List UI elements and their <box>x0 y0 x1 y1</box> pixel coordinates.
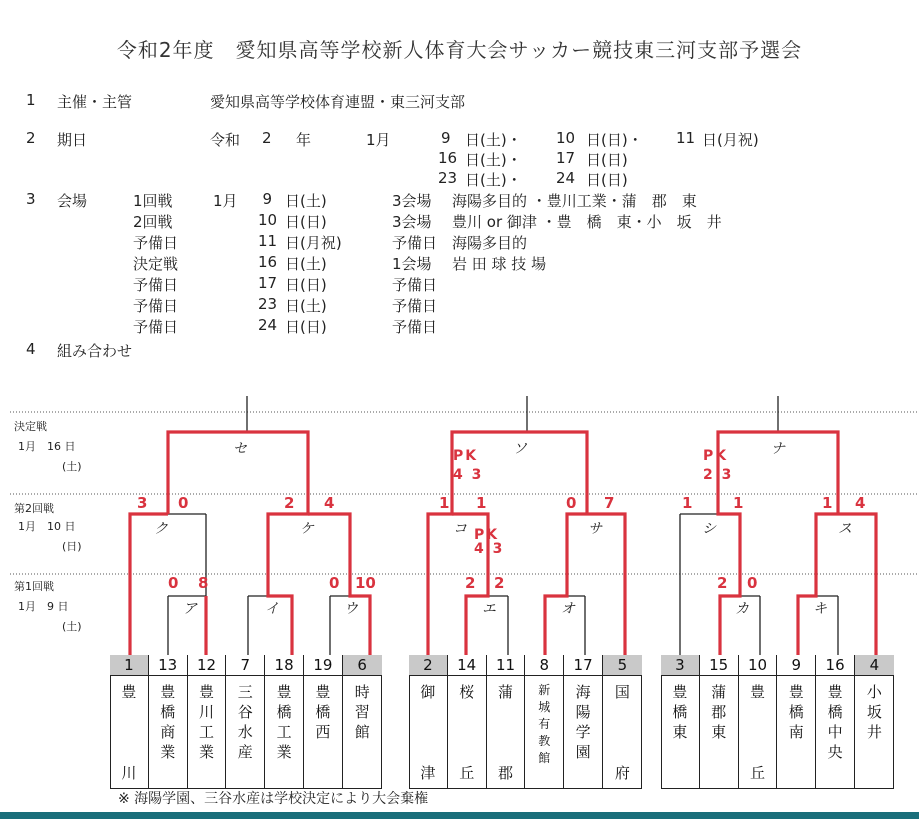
date-value: 17 <box>556 149 576 167</box>
venue-dow: 日(土) <box>285 192 327 210</box>
match-label: サ <box>588 521 602 537</box>
venue-detail: 岩 田 球 技 場 <box>452 255 547 273</box>
venue-round: 決定戦 <box>133 255 179 273</box>
team-seed: 8 <box>525 655 564 676</box>
score: 1 <box>439 494 450 512</box>
team-seed: 17 <box>564 655 603 676</box>
date-value: 10 <box>556 129 576 147</box>
team-name: 三 谷 水 産 <box>226 676 265 789</box>
round-second-dow: (日) <box>62 540 82 553</box>
match-label: ク <box>154 521 168 537</box>
team-seed: 16 <box>816 655 855 676</box>
venue-month: 1月 <box>213 192 238 210</box>
venue-round: 予備日 <box>133 234 179 252</box>
bracket-black-lines <box>130 396 876 655</box>
match-label: ナ <box>771 441 785 457</box>
venue-dow: 日(土) <box>285 255 327 273</box>
team-seed: 10 <box>739 655 778 676</box>
venue-dow: 日(日) <box>285 318 327 336</box>
team-name: 豊 橋 東 <box>661 676 700 789</box>
venue-detail: 海陽多目的 <box>452 234 528 252</box>
venue-detail: 海陽多目的 ・豊川工業・蒲 郡 東 <box>452 192 697 210</box>
match-label: キ <box>813 601 827 617</box>
team-seed: 3 <box>661 655 700 676</box>
date-era: 令和 <box>210 131 241 149</box>
team-seed: 13 <box>149 655 188 676</box>
pk-label: PK <box>453 448 479 464</box>
date-value: 日(土)・ <box>465 171 522 189</box>
venue-round: 1回戦 <box>133 192 173 210</box>
pk-score: 4 3 <box>453 467 484 483</box>
date-year: 年 <box>296 131 312 149</box>
team-seed: 15 <box>700 655 739 676</box>
section-1-number: 1 <box>26 91 36 109</box>
team-seed: 11 <box>487 655 526 676</box>
score: 1 <box>682 494 693 512</box>
team-name: 時 習 館 <box>354 683 370 741</box>
date-value: 9 <box>441 129 451 147</box>
venue-dow: 日(日) <box>285 213 327 231</box>
venue-place: 予備日 <box>392 318 438 336</box>
date-value: 24 <box>556 169 576 187</box>
team-seed: 5 <box>603 655 642 676</box>
team-seed: 14 <box>448 655 487 676</box>
venue-place: 予備日 <box>392 276 438 294</box>
team-name: 豊 川 <box>110 676 149 789</box>
team-seed: 12 <box>188 655 227 676</box>
venue-day: 11 <box>258 232 278 250</box>
team-seed: 9 <box>777 655 816 676</box>
team-name: 豊 橋 中 央 <box>816 676 855 789</box>
venue-day: 17 <box>258 274 278 292</box>
date-month: 1月 <box>366 131 391 149</box>
date-value: 日(日) <box>586 171 628 189</box>
round-final-name: 決定戦 <box>14 420 47 433</box>
match-label: イ <box>265 601 279 617</box>
match-label: ア <box>183 601 197 617</box>
date-value: 日(月祝) <box>702 131 759 149</box>
team-name: 新 城 有 教 館 <box>525 676 564 789</box>
venue-place: 予備日 <box>392 234 438 252</box>
footnote: ※ 海陽学園、三谷水産は学校決定により大会棄権 <box>118 791 429 807</box>
match-label: コ <box>453 521 467 537</box>
score: 1 <box>733 494 744 512</box>
pk-label: PK <box>474 527 500 543</box>
date-value: 日(日) <box>586 151 628 169</box>
organizer-value: 愛知県高等学校体育連盟・東三河支部 <box>210 93 466 111</box>
date-value: 日(土)・ <box>465 131 522 149</box>
section-3-number: 3 <box>26 190 36 208</box>
score: 0 <box>329 574 340 592</box>
venue-dow: 日(日) <box>285 276 327 294</box>
match-label: シ <box>702 521 716 537</box>
team-seed: 4 <box>855 655 894 676</box>
section-3-label: 会場 <box>57 192 88 210</box>
team-name: 蒲 郡 東 <box>700 676 739 789</box>
team-name: 国 府 <box>614 683 630 782</box>
team-name: 小 坂 井 <box>866 683 882 741</box>
venue-detail: 豊川 or 御津 ・豊 橋 東・小 坂 井 <box>452 213 722 231</box>
venue-place: 予備日 <box>392 297 438 315</box>
section-4-number: 4 <box>26 340 36 358</box>
venue-day: 9 <box>262 190 272 208</box>
section-4-label: 組み合わせ <box>57 342 133 360</box>
venue-place: 3会場 <box>392 192 432 210</box>
team-name: 豊 川 工 業 <box>188 676 227 789</box>
team-seed: 6 <box>343 655 382 676</box>
score: 4 <box>324 494 335 512</box>
date-value: 23 <box>438 169 458 187</box>
section-2-label: 期日 <box>57 131 88 149</box>
date-value: 日(土)・ <box>465 151 522 169</box>
score: 2 <box>717 574 728 592</box>
team-name: 桜 丘 <box>448 676 487 789</box>
section-2-number: 2 <box>26 129 36 147</box>
match-label: カ <box>735 601 749 617</box>
venue-round: 予備日 <box>133 276 179 294</box>
pk-score: 4 3 <box>474 541 505 557</box>
venue-place: 3会場 <box>392 213 432 231</box>
match-label: ウ <box>344 601 358 617</box>
venue-day: 10 <box>258 211 278 229</box>
team-seed: 7 <box>226 655 265 676</box>
team-name: 豊 橋 西 <box>304 676 343 789</box>
match-label: エ <box>482 601 496 617</box>
date-value: 16 <box>438 149 458 167</box>
venue-day: 16 <box>258 253 278 271</box>
score: 4 <box>855 494 866 512</box>
match-label: ソ <box>513 441 527 457</box>
round-final-date: 1月 16 日 <box>18 440 76 453</box>
score: 2 <box>284 494 295 512</box>
score: 7 <box>604 494 615 512</box>
date-value: 11 <box>676 129 696 147</box>
team-seed: 1 <box>110 655 149 676</box>
venue-round: 予備日 <box>133 297 179 315</box>
team-name: 海 陽 学 園 <box>564 676 603 789</box>
score: 0 <box>178 494 189 512</box>
team-name: 豊 橋 工 業 <box>265 676 304 789</box>
score: 3 <box>137 494 148 512</box>
venue-dow: 日(月祝) <box>285 234 342 252</box>
score: 0 <box>168 574 179 592</box>
match-label: セ <box>233 441 247 457</box>
round-first-date: 1月 9 日 <box>18 600 69 613</box>
match-label: ス <box>838 521 852 537</box>
page-title: 令和2年度 愛知県高等学校新人体育大会サッカー競技東三河支部予選会 <box>116 38 803 62</box>
team-name: 御 津 <box>409 676 448 789</box>
team-name: 豊 橋 南 <box>777 676 816 789</box>
round-first-name: 第1回戦 <box>14 580 54 593</box>
bottom-bar <box>0 812 919 819</box>
pk-label: PK <box>703 448 729 464</box>
date-year-number: 2 <box>262 129 272 147</box>
venue-round: 2回戦 <box>133 213 173 231</box>
team-seed: 19 <box>304 655 343 676</box>
round-final-dow: (土) <box>62 460 82 473</box>
date-value: 日(日)・ <box>586 131 643 149</box>
section-1-label: 主催・主管 <box>57 93 133 111</box>
match-label: オ <box>561 601 575 617</box>
team-seed: 2 <box>409 655 448 676</box>
score: 1 <box>822 494 833 512</box>
match-label: ケ <box>300 521 314 537</box>
round-second-date: 1月 10 日 <box>18 520 76 533</box>
venue-round: 予備日 <box>133 318 179 336</box>
venue-dow: 日(土) <box>285 297 327 315</box>
team-name: 豊 橋 商 業 <box>149 676 188 789</box>
team-name: 蒲 郡 <box>487 676 526 789</box>
score: 0 <box>566 494 577 512</box>
score: 0 <box>747 574 758 592</box>
round-first-dow: (土) <box>62 620 82 633</box>
score: 2 <box>494 574 505 592</box>
score: 2 <box>465 574 476 592</box>
venue-day: 24 <box>258 316 278 334</box>
venue-day: 23 <box>258 295 278 313</box>
venue-place: 1会場 <box>392 255 432 273</box>
team-seed: 18 <box>265 655 304 676</box>
score: 8 <box>198 574 209 592</box>
pk-score: 2 3 <box>703 467 734 483</box>
score: 1 <box>476 494 487 512</box>
score: 10 <box>355 574 376 592</box>
round-second-name: 第2回戦 <box>14 502 54 515</box>
team-name: 豊 丘 <box>739 676 778 789</box>
